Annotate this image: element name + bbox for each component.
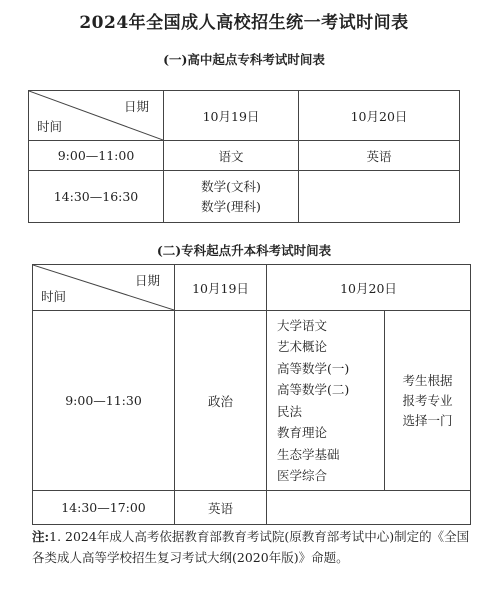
footnote-label: 注: <box>32 529 50 544</box>
day1-header: 10月19日 <box>164 91 299 141</box>
subject-item: 艺术概论 <box>277 339 328 354</box>
page-title: 2024年全国成人高校招生统一考试时间表 <box>79 13 409 33</box>
subject-list-cell <box>267 311 385 491</box>
time-label: 时间 <box>37 119 63 134</box>
section1-heading: (一)高中起点专科考试时间表 <box>163 52 325 67</box>
note-line: 考生根据 <box>402 372 453 388</box>
subject-cell: 语文 <box>164 141 299 171</box>
subject-line: 数学(文科) <box>201 178 261 194</box>
subject-item: 教育理论 <box>277 425 328 440</box>
day2-header: 10月20日 <box>267 265 471 311</box>
time-cell: 9:00—11:30 <box>33 311 175 491</box>
footnote-text: 1. 2024年成人高考依据教育部教育考试院(原教育部考试中心)制定的《全国各类成人高等学校招生复习考试大纲(2020年版)》命题。 <box>32 529 470 565</box>
section2-table <box>32 264 471 525</box>
time-cell: 14:30—17:00 <box>33 491 175 525</box>
empty-cell <box>267 491 471 525</box>
section2-heading: (二)专科起点升本科考试时间表 <box>156 243 332 258</box>
subject-item: 高等数学(二) <box>277 382 350 397</box>
date-label: 日期 <box>134 273 160 288</box>
footnote <box>32 526 472 568</box>
empty-cell <box>299 171 460 223</box>
subject-cell: 英语 <box>299 141 460 171</box>
table-row <box>29 171 460 223</box>
subject-item: 生态学基础 <box>277 446 340 462</box>
table-row <box>29 141 460 171</box>
subject-item: 民法 <box>277 403 303 419</box>
note-line: 选择一门 <box>402 412 453 428</box>
table-header-row <box>33 265 471 311</box>
section1-table <box>28 90 460 223</box>
table-row <box>33 311 471 491</box>
table-row <box>33 491 471 525</box>
day2-header: 10月20日 <box>299 91 460 141</box>
header-diagonal-cell <box>33 265 175 311</box>
subject-item: 医学综合 <box>277 468 328 483</box>
time-label: 时间 <box>41 289 67 304</box>
time-cell: 14:30—16:30 <box>29 171 164 223</box>
day1-header: 10月19日 <box>175 265 267 311</box>
subject-item: 大学语文 <box>277 317 328 333</box>
time-cell: 9:00—11:00 <box>29 141 164 171</box>
subject-line: 数学(理科) <box>201 198 261 214</box>
subject-cell <box>164 171 299 223</box>
subject-cell: 政治 <box>175 311 267 491</box>
subject-cell: 英语 <box>175 491 267 525</box>
subject-item: 高等数学(一) <box>277 360 350 376</box>
choose-one-note-cell <box>385 311 471 491</box>
note-line: 报考专业 <box>402 392 453 408</box>
header-diagonal-cell <box>29 91 164 141</box>
table-header-row <box>29 91 460 141</box>
date-label: 日期 <box>123 99 149 114</box>
